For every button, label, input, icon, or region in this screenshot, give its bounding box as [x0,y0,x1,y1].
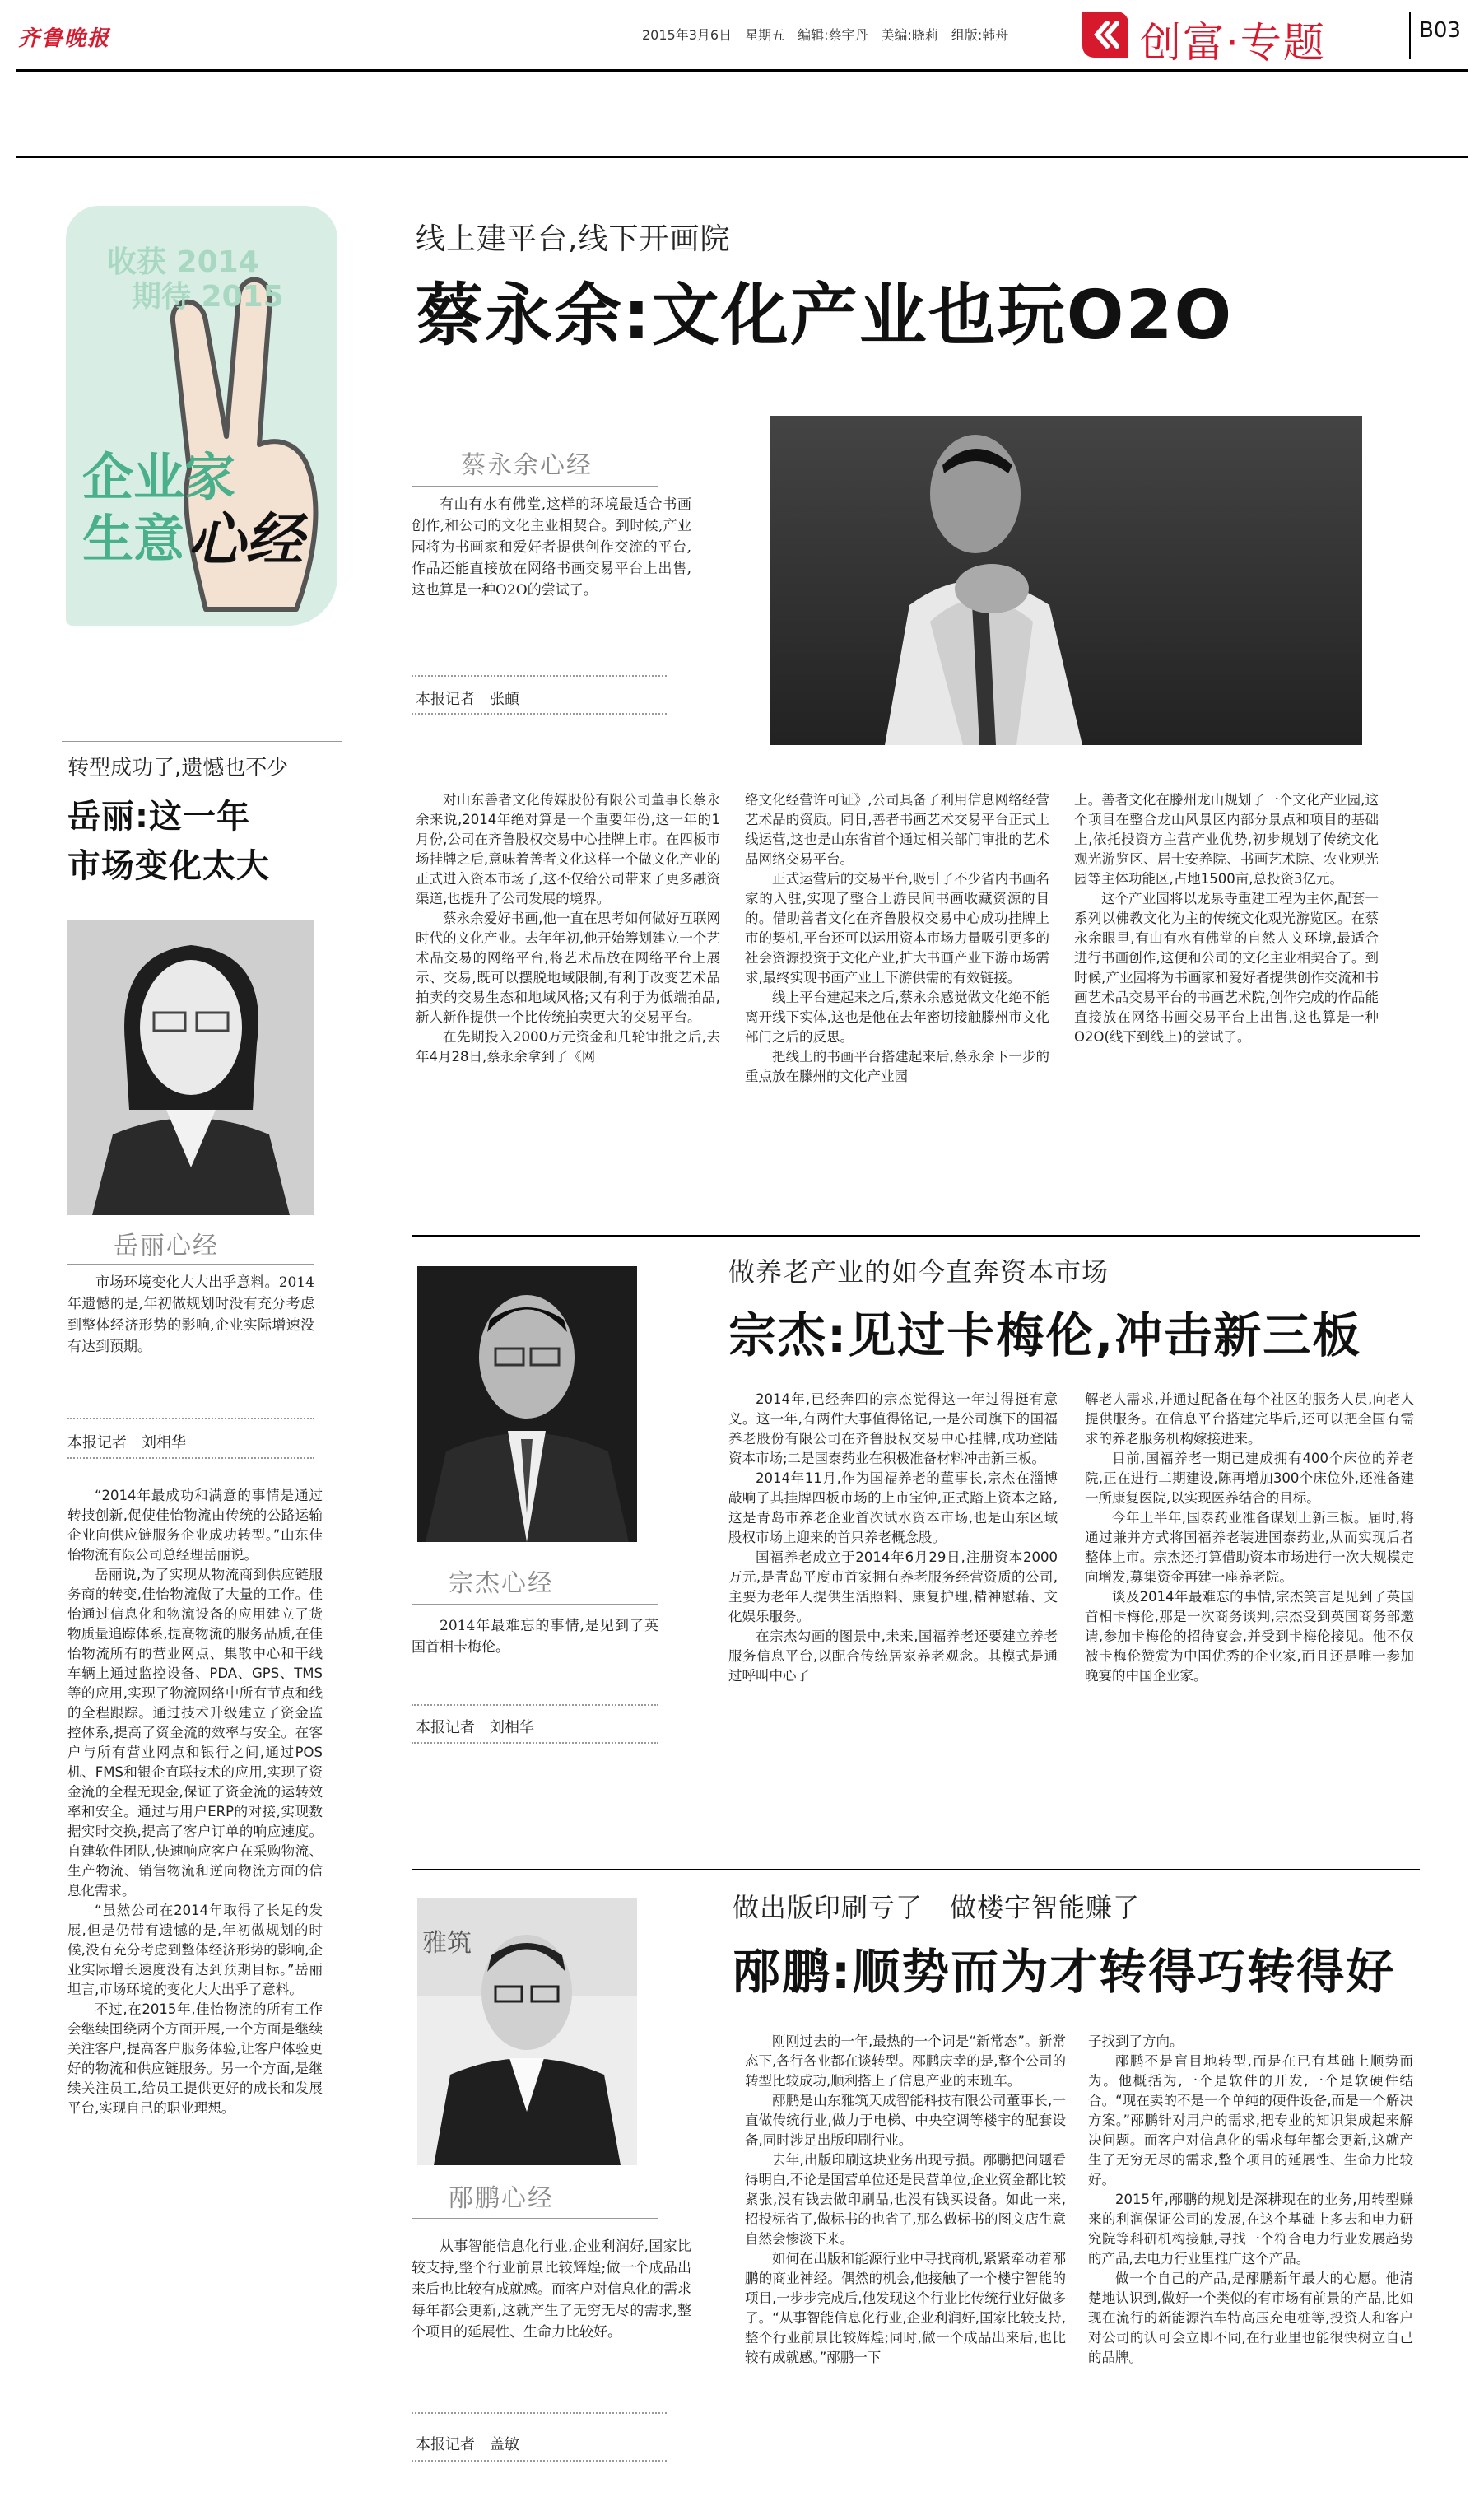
story3-title: 宗杰:见过卡梅伦,冲击新三板 [728,1307,1362,1363]
story1-col2-paragraph: 把线上的书画平台搭建起来后,蔡永余下一步的重点放在滕州的文化产业园 [745,1049,1049,1084]
story1-column-1 [416,790,720,1067]
story4-col1-paragraph: 去年,出版印刷这块业务出现亏损。邴鹏把问题看得明白,不论是国营单位还是民营单位,企业资金都比较紧张,没有钱去做印刷品,也没有钱买设备。如此一来,招投标省了,做标书的也省了,那么做标书的图文店生意自然会惨淡下来。 [745,2152,1066,2247]
badge-title3: 心经 [188,505,303,574]
section-name: 创富·专题 [1140,19,1326,67]
story4-column-1 [745,2032,1066,2368]
story3-col2-paragraph: 谈及2014年最难忘的事情,宗杰笑言是见到了英国首相卡梅伦,那是一次商务谈判,宗杰受到英国商务部邀请,参加卡梅伦的招待宴会,并受到卡梅伦接见。他不仅被卡梅伦赞赏为中国优秀的企业家,而且还是唯一参加晚宴的中国企业家。 [1085,1589,1414,1684]
story4-col2-paragraph: 2015年,邴鹏的规划是深耕现在的业务,用转型赚来的利润保证公司的发展,在这个基础上多去和电力研究院等科研机构接触,寻找一个符合电力行业发展趋势的产品,去电力行业里推广这个产品。 [1088,2192,1413,2266]
story2-column [67,1486,323,2118]
badge-title2: 生意 [82,509,185,569]
story2-title-line2: 市场变化太大 [67,847,270,885]
story3-quote-rule [412,1704,658,1706]
story3-col2-paragraph: 解老人需求,并通过配备在每个社区的服务人员,向老人提供服务。在信息平台搭建完毕后,还可以把全国有需求的养老服务机构嫁接进来。 [1085,1391,1414,1447]
story1-col2-paragraph: 络文化经营许可证》,公司具备了利用信息网络经营艺术品的资质。同日,善者书画艺术交易平台正式上线运营,这也是山东省首个通过相关部门审批的艺术品网络交易平台。 [745,792,1049,867]
masthead [0,0,1484,74]
story4-photo-sign: 雅筑 [422,1929,472,1958]
story3-quote: 2014年最难忘的事情,是见到了英国首相卡梅伦。 [412,1618,658,1656]
story1-column-2 [745,790,1049,1087]
story2-heart-label: 岳丽心经 [114,1232,219,1260]
story2-title-line1: 岳丽:这一年 [67,798,250,836]
story2-paragraph: 岳丽说,为了实现从物流商到供应链服务商的转变,佳怡物流做了大量的工作。佳怡通过信息化和物流设备的应用建立了货物质量追踪体系,提高物流的服务品质,在佳怡物流所有的营业网点、集散中心和干线车辆上通过监控设备、PDA、GPS、TMS等的应用,实现了物流网络中所有节点和线的全程跟踪。通过技术升级建立了资金监控体系,提高了资金流的效率与安全。在客户与所有营业网点和银行之间,通过POS机、FMS和银企直联技术的应用,实现了资金流的全程无现金,保证了资金流的运转效率和安全。通过与用户ERP的对接,实现数据实时交换,提高了客户订单的响应速度。自建软件团队,快速响应客户在采购物流、生产物流、销售物流和逆向物流方面的信息化需求。 [67,1567,323,1898]
story4-col2-paragraph: 做一个自己的产品,是邴鹏新年最大的心愿。他清楚地认识到,做好一个类似的有市场有前景的产品,比如现在流行的新能源汽车特高压充电桩等,投资人和客户对公司的认可会立即不同,在行业里也能很快树立自己的品牌。 [1088,2271,1413,2365]
story4-top-rule [412,1869,1420,1870]
story1-byline: 本报记者 张頔 [416,691,519,708]
paper-name-logo: 齐鲁晚报 [18,26,111,51]
story1-col2-paragraph: 线上平台建起来之后,蔡永余感觉做文化绝不能离开线下实体,这也是他在去年密切接触滕州市文化部门之后的反思。 [745,990,1049,1045]
story1-column-3 [1074,790,1379,1047]
story3-heart-rule [412,1604,658,1605]
masthead-rule-bottom [16,156,1468,158]
story2-byline-rule [67,1457,314,1459]
story3-col1-paragraph: 国福养老成立于2014年6月29日,注册资本2000万元,是青岛平度市首家拥有养老服务经营资质的公司,主要为老年人提供生活照料、康复护理,精神慰藉、文化娱乐服务。 [728,1549,1058,1624]
story2-top-rule [62,741,342,742]
story4-col1-paragraph: 刚刚过去的一年,最热的一个词是“新常态”。新常态下,各行各业都在谈转型。邴鹏庆幸的是,整个公司的转型比较成功,顺利搭上了信息产业的末班车。 [745,2033,1066,2089]
story1-kicker: 线上建平台,线下开画院 [416,222,731,256]
story3-col1-paragraph: 在宗杰勾画的图景中,未来,国福养老还要建立养老服务信息平台,以配合传统居家养老观念。其模式是通过呼叫中心了 [728,1628,1058,1684]
badge-line1: 收获 2014 [107,245,259,279]
story4-heart-label: 邴鹏心经 [449,2184,554,2213]
story4-byline: 本报记者 盖敏 [416,2436,519,2453]
masthead-rule-top [16,69,1468,72]
story1-portrait-photo [770,416,1362,745]
story3-col1-paragraph: 2014年,已经奔四的宗杰觉得这一年过得挺有意义。这一年,有两件大事值得铭记,一是公司旗下的国福养老股份有限公司在齐鲁股权交易中心挂牌,成功登陆资本市场;二是国泰药业在积极准备材料冲击新三板。 [728,1391,1058,1466]
story3-kicker: 做养老产业的如今直奔资本市场 [728,1256,1110,1288]
story3-col1-paragraph: 2014年11月,作为国福养老的董事长,宗杰在淄博敲响了其挂牌四板市场的上市宝钟,正式踏上资本之路,这是青岛市养老企业首次试水资本市场,也是山东区域股权市场上迎来的首只养老概念股。 [728,1470,1058,1545]
story3-col2-paragraph: 今年上半年,国泰药业准备谋划上新三板。届时,将通过兼并方式将国福养老装进国泰药业,从而实现后者整体上市。宗杰还打算借助资本市场进行一次大规模定向增发,募集资金再建一座养老院。 [1085,1510,1414,1585]
story4-col2-paragraph: 邴鹏不是盲目地转型,而是在已有基础上顺势而为。他概括为,一个是软件的开发,一个是软硬件结合。“现在卖的不是一个单纯的硬件设备,而是一个解决方案。”邴鹏针对用户的需求,把专业的知识集成起来解决问题。而客户对信息化的需求每年都会更新,这就产生了无穷无尽的需求,整个项目的延展性、生命力比较好。 [1088,2053,1413,2187]
story3-heart-label: 宗杰心经 [449,1569,554,1598]
story1-col1-paragraph: 在先期投入2000万元资金和几轮审批之后,去年4月28日,蔡永余拿到了《网 [416,1029,720,1064]
column-badge [49,206,346,634]
story4-quote-rule [412,2412,667,2414]
story2-paragraph: “虽然公司在2014年取得了长足的发展,但是仍带有遗憾的是,年初做规划的时候,没有充分考虑到整体经济形势的影响,企业实际增长速度没有达到预期目标。”岳丽坦言,市场环境的变化大大出乎了意料。 [67,1903,323,1997]
story3-byline: 本报记者 刘相华 [416,1719,534,1736]
story4-col1-paragraph: 邴鹏是山东雅筑天成智能科技有限公司董事长,一直做传统行业,做力于电梯、中央空调等楼宇的配套设备,同时涉足出版印刷行业。 [745,2093,1066,2148]
story2-heart-rule [67,1264,314,1265]
story4-column-2 [1088,2032,1413,2368]
story3-top-rule [412,1235,1420,1237]
story4-title: 邴鹏:顺势而为才转得巧转得好 [733,1944,1396,2000]
story1-heart-label: 蔡永余心经 [461,451,593,480]
badge-line2: 期待 2015 [132,280,284,314]
story1-heart-rule [412,486,658,487]
story2-paragraph: “2014年最成功和满意的事情是通过转技创新,促使佳怡物流由传统的公路运输企业向供应链服务企业成功转型。”山东佳怡物流有限公司总经理岳丽说。 [67,1488,323,1563]
story4-byline-rule [412,2460,667,2462]
story4-col2-paragraph: 子找到了方向。 [1088,2033,1184,2049]
story1-col2-paragraph: 正式运营后的交易平台,吸引了不少省内书画名家的入驻,实现了整合上游民间书画收藏资源的目的。借助善者文化在齐鲁股权交易中心成功挂牌上市的契机,平台还可以运用资本市场力量吸引更多的社会资源投资于文化产业,扩大书画产业下游市场需求,最终实现书画产业上下游供需的有效链接。 [745,871,1049,985]
story1-title: 蔡永余:文化产业也玩O2O [416,277,1234,355]
story1-col3-paragraph: 上。善者文化在滕州龙山规划了一个文化产业园,这个项目在整合龙山风景区内部分景点和项目的基础上,依托投资方主营产业优势,初步规划了传统文化观光游览区、居士安养院、书画艺术院、农业观光园等主体功能区,占地1500亩,总投资3亿元。 [1074,792,1379,887]
story4-quote: 从事智能信息化行业,企业利润好,国家比较支持,整个行业前景比较辉煌;做一个成品出来后也比较有成就感。而客户对信息化的需求每年都会更新,这就产生了无穷无尽的需求,整个项目的延展性、生命力比较好。 [412,2238,691,2341]
story3-byline-rule [412,1742,658,1744]
story3-col2-paragraph: 目前,国福养老一期已建成拥有400个床位的养老院,正在进行二期建设,陈再增加300个床位外,还准备建一所康复医院,以实现医养结合的目标。 [1085,1451,1414,1506]
story1-byline-rule [412,713,667,715]
story3-portrait-photo [417,1266,637,1542]
page-number: B03 [1419,18,1461,43]
story2-byline: 本报记者 刘相华 [67,1434,186,1451]
story2-quote: 市场环境变化大大出乎意料。2014年遗憾的是,年初做规划时没有充分考虑到整体经济形势的影响,企业实际增速没有达到预期。 [67,1274,314,1355]
story1-quote-rule [412,675,667,677]
story4-col1-paragraph: 如何在出版和能源行业中寻找商机,紧紧牵动着邴鹏的商业神经。偶然的机会,他接触了一个楼宇智能的项目,一步步完成后,他发现这个行业比传统行业好做多了。“从事智能信息化行业,企业利润好,国家比较支持,整个行业前景比较辉煌;同时,做一个成品出来后,也比较有成就感。”邴鹏一下 [745,2251,1066,2365]
story4-kicker: 做出版印刷亏了 做楼宇智能赚了 [733,1892,1141,1923]
story1-col1-paragraph: 对山东善者文化传媒股份有限公司董事长蔡永余来说,2014年绝对算是一个重要年份,这一年的1月份,公司在齐鲁股权交易中心挂牌上市。在四板市场挂牌之后,意味着善者文化这样一个做文化产业的正式进入资本市场了,这不仅给公司带来了更多融资渠道,也提升了公司发展的境界。 [416,792,720,906]
story1-col1-paragraph: 蔡永余爱好书画,他一直在思考如何做好互联网时代的文化产业。去年年初,他开始筹划建立一个艺术品交易的网络平台,将艺术品放在网络平台上展示、交易,既可以摆脱地域限制,有利于改变艺术品拍卖的交易生态和地域风格;又有利于为低端拍品,新人新作提供一个比传统拍卖更大的交易平台。 [416,911,720,1025]
story2-portrait-photo [67,920,314,1215]
story2-paragraph: 不过,在2015年,佳怡物流的所有工作会继续围绕两个方面开展,一个方面是继续关注客户,提高客户服务体验,让客户体验更好的物流和供应链服务。另一个方面,是继续关注员工,给员工提供更好的成长和发展平台,实现自己的职业理想。 [67,2001,323,2116]
story3-column-2 [1085,1390,1414,1686]
story4-portrait-photo [417,1898,637,2165]
badge-title1: 企业家 [82,447,236,507]
story2-quote-rule [67,1418,314,1419]
story4-heart-rule [412,2218,658,2219]
story1-quote: 有山有水有佛堂,这样的环境最适合书画创作,和公司的文化主业相契合。到时候,产业园将为书画家和爱好者提供创作交流的平台,作品还能直接放在网络书画交易平台上出售,这也算是一种O2O的尝试了。 [412,496,691,599]
story2-kicker: 转型成功了,遗憾也不少 [67,756,289,780]
story1-col3-paragraph: 这个产业园将以龙泉寺重建工程为主体,配套一系列以佛教文化为主的传统文化观光游览区。在蔡永余眼里,有山有水有佛堂的自然人文环境,最适合进行书画创作,这便和公司的文化主业相契合了。到时候,产业园将为书画家和爱好者提供创作交流和书画艺术品交易平台的书画艺术院,创作完成的作品能直接放在网络书画交易平台上出售,这也算是一种O2O(线下到线上)的尝试了。 [1074,891,1379,1045]
story3-column-1 [728,1390,1058,1686]
masthead-info: 2015年3月6日 星期五 编辑:蔡宇丹 美编:晓莉 组版:韩舟 [642,27,1009,43]
masthead-divider [1409,12,1411,59]
section-icon [1082,12,1128,58]
